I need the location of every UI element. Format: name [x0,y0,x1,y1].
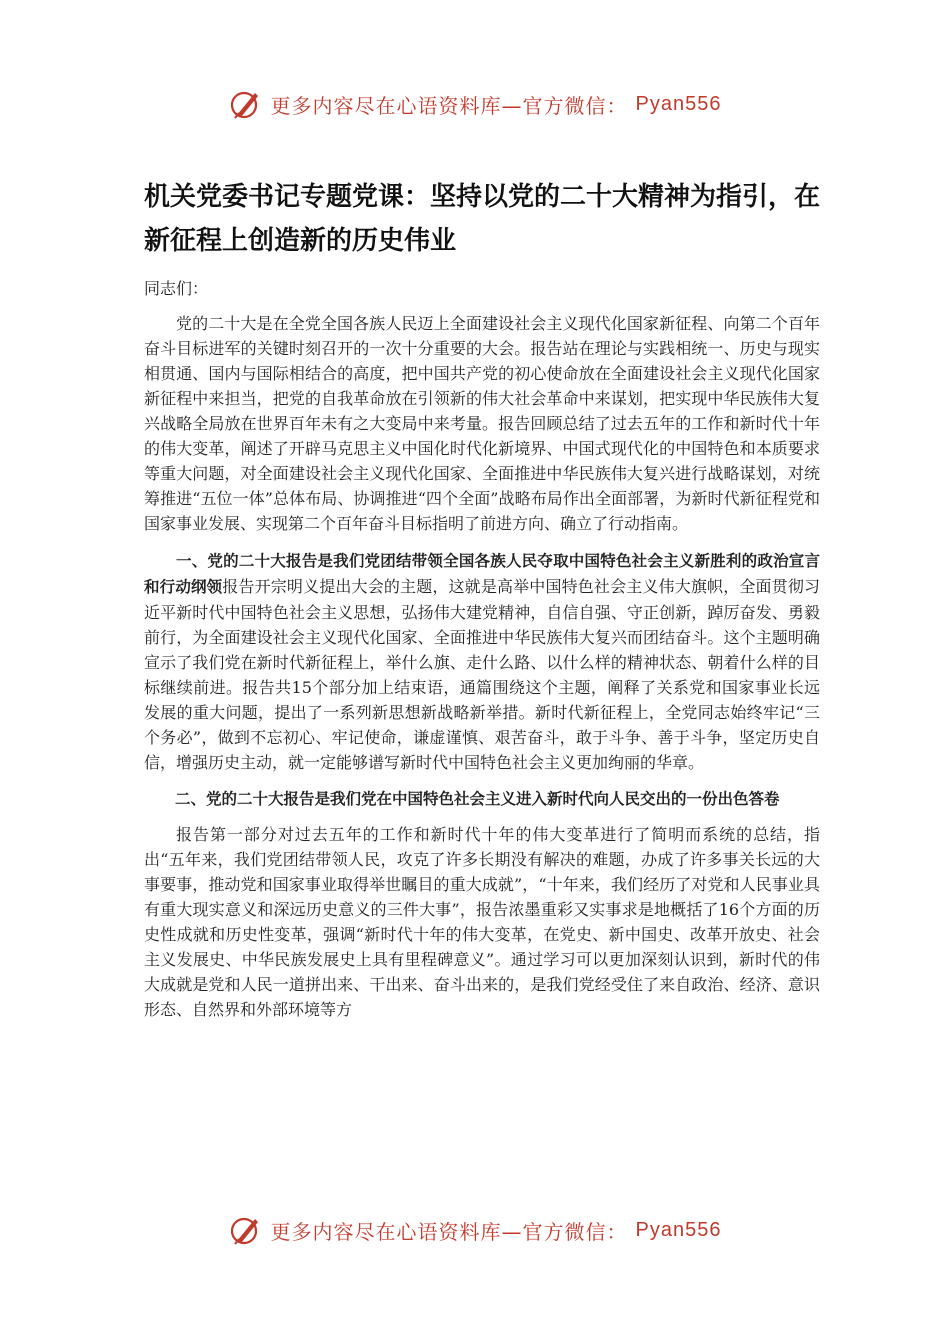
section-2-heading: 二、党的二十大报告是我们党在中国特色社会主义进入新时代向人民交出的一份出色答卷 [175,790,780,808]
section-1-body: 报告开宗明义提出大会的主题，这就是高举中国特色社会主义伟大旗帜，全面贯彻习近平新时代中国特色社会主义思想，弘扬伟大建党精神，自信自强、守正创新，踔厉奋发、勇毅前行，为全面建设社会主义现代化国家、全面推进中华民族伟大复兴而团结奋斗。这个主题明确宣示了我们党在新时代新征程上，举什么旗、走什么路、以什么样的精神状态、朝着什么样的目标继续前进。报告共15个部分加上结束语，通篇围绕这个主题，阐释了关系党和国家事业长远发展的重大问题，提出了一系列新思想新战略新举措。新时代新征程上，全党同志始终牢记“三个务必”，做到不忘初心、牢记使命，谦虚谨慎、艰苦奋斗，敢于斗争、善于斗争，坚定历史自信，增强历史主动，就一定能够谱写新时代中国特色社会主义更加绚丽的华章。 [144,577,820,772]
banner-text: 更多内容尽在心语资料库—官方微信： [270,93,628,118]
intro-paragraph: 党的二十大是在全党全国各族人民迈上全面建设社会主义现代化国家新征程、向第二个百年奋斗目标进军的关键时刻召开的一次十分重要的大会。报告站在理论与实践相统一、历史与现实相贯通、国内与国际相结合的高度，把中国共产党的初心使命放在全面建设社会主义现代化国家新征程中来担当，把党的自我革命放在引领新的伟大社会革命中来谋划，把实现中华民族伟大复兴战略全局放在世界百年未有之大变局中来考量。报告回顾总结了过去五年的工作和新时代十年的伟大变革，阐述了开辟马克思主义中国化时代化新境界、中国式现代化的中国特色和本质要求等重大问题，对全面建设社会主义现代化国家、全面推进中华民族伟大复兴进行战略谋划，对统筹推进“五位一体”总体布局、协调推进“四个全面”战略布局作出全面部署，为新时代新征程党和国家事业发展、实现第二个百年奋斗目标指明了前进方向、确立了行动指南。 [144,314,820,533]
banner-wechat-id: Pyan556 [635,92,722,115]
salutation: 同志们： [144,279,209,298]
section-1-paragraph [144,548,820,775]
footer-watermark-banner [0,1210,950,1250]
section-1-heading: 一、党的二十大报告是我们党团结带领全国各族人民夺取中国特色社会主义新胜利的政治宣言和行动纲领 [144,552,820,596]
header-watermark-banner [0,84,950,124]
banner-wechat-id: Pyan556 [635,1218,722,1241]
banner-text: 更多内容尽在心语资料库—官方微信： [270,1219,628,1244]
document-title: 机关党委书记专题党课：坚持以党的二十大精神为指引，在新征程上创造新的历史伟业 [144,182,821,256]
section-2-paragraph: 报告第一部分对过去五年的工作和新时代十年的伟大变革进行了简明而系统的总结，指出“五年来，我们党团结带领人民，攻克了许多长期没有解决的难题，办成了许多事关长远的大事要事，推动党和国家事业取得举世瞩目的重大成就”，“十年来，我们经历了对党和人民事业具有重大现实意义和深远历史意义的三件大事”，报告浓墨重彩又实事求是地概括了16个方面的历史性成就和历史性变革，强调“新时代十年的伟大变革，在党史、新中国史、改革开放史、社会主义发展史、中华民族发展史上具有里程碑意义”。通过学习可以更加深刻认识到，新时代的伟大成就是党和人民一道拼出来、干出来、奋斗出来的，是我们党经受住了来自政治、经济、意识形态、自然界和外部环境等方 [144,825,820,1019]
quill-pen-logo-icon [229,1213,263,1247]
document-body [144,175,820,1034]
quill-pen-logo-icon [229,87,263,121]
